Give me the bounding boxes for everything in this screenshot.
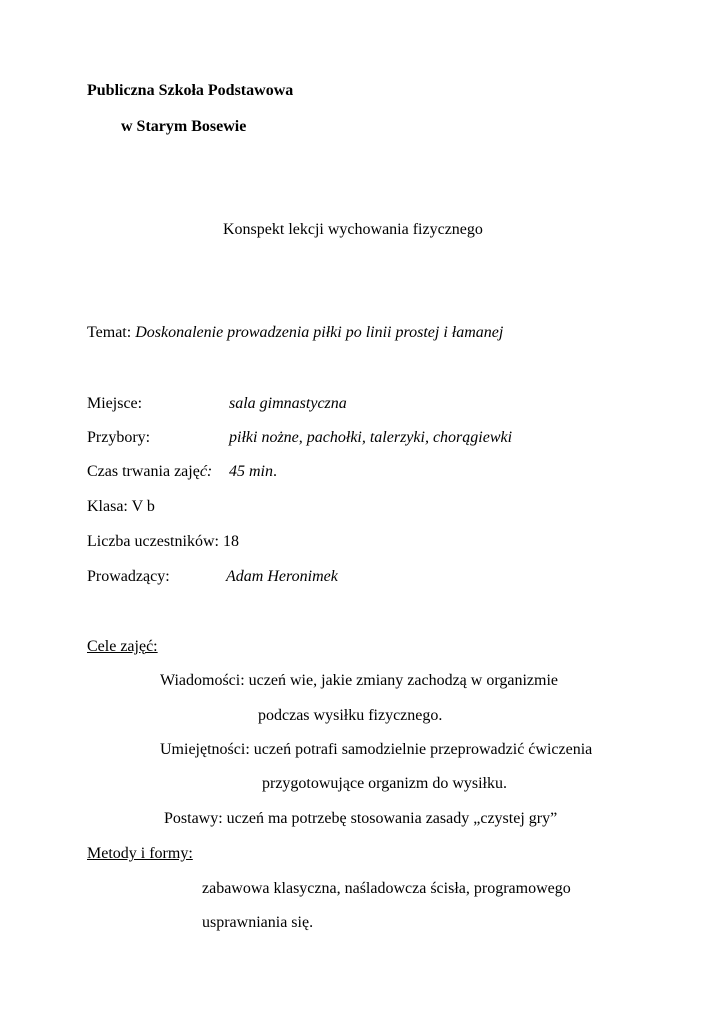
goals-knowledge-line1: Wiadomości: uczeń wie, jakie zmiany zachodzą w organizmie bbox=[160, 672, 559, 689]
topic-line bbox=[87, 323, 503, 343]
goals-knowledge-line2: podczas wysiłku fizycznego. bbox=[258, 707, 443, 724]
goals-skills-line2: przygotowujące organizm do wysiłku. bbox=[262, 775, 507, 792]
place-value: sala gimnastyczna bbox=[229, 395, 347, 412]
goals-attitudes: Postawy: uczeń ma potrzebę stosowania zasady „czystej gry” bbox=[164, 810, 558, 827]
place-label: Miejsce: bbox=[87, 395, 143, 412]
methods-line1: zabawowa klasyczna, naśladowcza ścisła, programowego bbox=[202, 880, 571, 897]
teacher-label: Prowadzący: bbox=[87, 568, 170, 585]
goals-skills-line1: Umiejętności: uczeń potrafi samodzielnie przeprowadzić ćwiczenia bbox=[160, 741, 593, 758]
duration-label: Czas trwania zaję bbox=[87, 463, 200, 480]
school-name-line1: Publiczna Szkoła Podstawowa bbox=[87, 82, 294, 99]
duration-line bbox=[87, 462, 212, 482]
duration-label-end: ć: bbox=[199, 463, 213, 480]
teacher-value: Adam Heronimek bbox=[226, 568, 338, 585]
equipment-value: piłki nożne, pachołki, talerzyki, chorągiewki bbox=[229, 429, 513, 446]
topic-label: Temat: bbox=[87, 324, 136, 341]
participants-line: Liczba uczestników: 18 bbox=[87, 533, 239, 550]
duration-value-suffix: . bbox=[273, 463, 277, 480]
duration-value-wrap bbox=[229, 462, 277, 482]
school-name-line2: w Starym Bosewie bbox=[121, 118, 247, 135]
document-title: Konspekt lekcji wychowania fizycznego bbox=[223, 221, 483, 238]
topic-value: Doskonalenie prowadzenia piłki po linii prostej i łamanej bbox=[135, 324, 504, 341]
equipment-label: Przybory: bbox=[87, 429, 151, 446]
duration-value: 45 min bbox=[229, 463, 273, 480]
goals-heading: Cele zajęć: bbox=[87, 638, 158, 655]
methods-line2: usprawniania się. bbox=[202, 914, 314, 931]
class-line: Klasa: V b bbox=[87, 498, 155, 515]
methods-heading: Metody i formy: bbox=[87, 845, 193, 862]
